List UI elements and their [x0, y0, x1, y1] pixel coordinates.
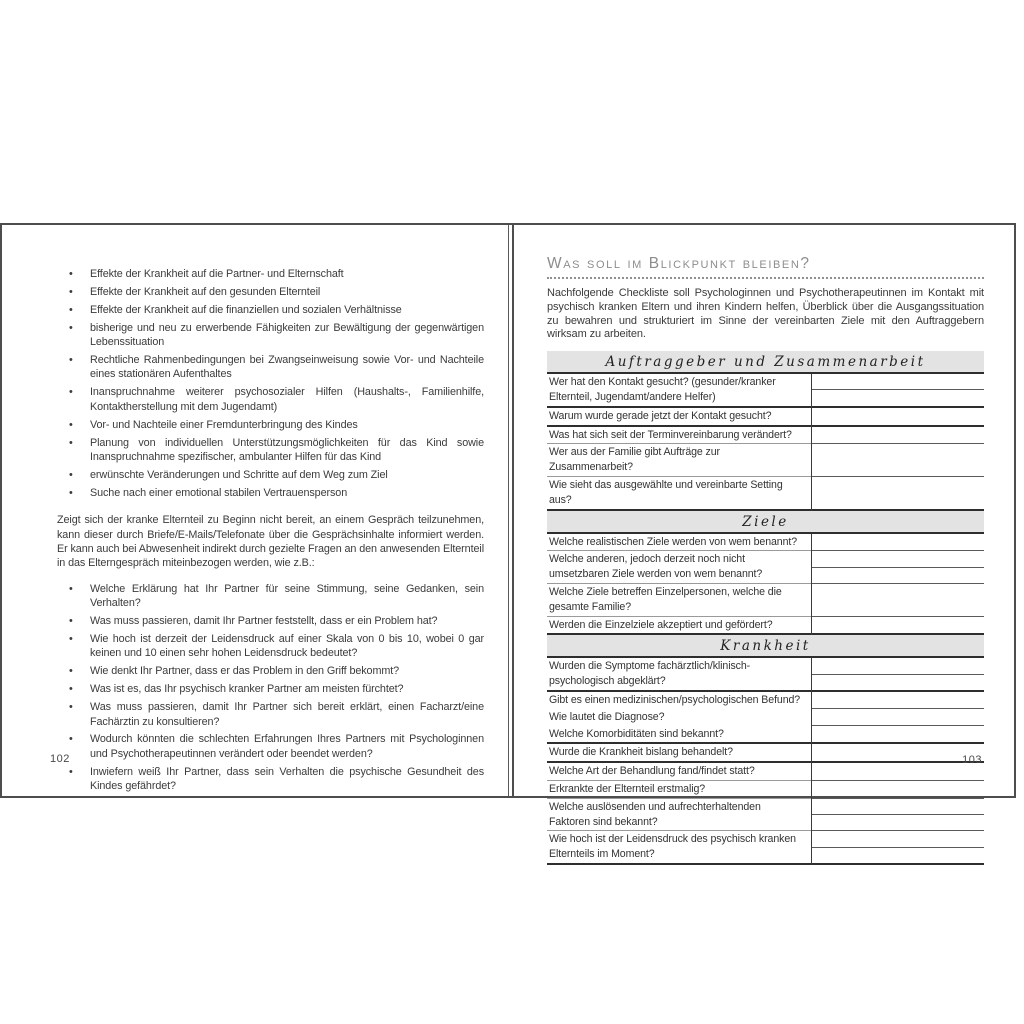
page-number-right: 103: [962, 754, 982, 766]
list-item: • Vor- und Nachteile einer Fremdunterbringung des Kindes: [90, 418, 484, 432]
checklist-table: [547, 351, 984, 865]
table-section-header: Auftraggeber und Zusammenarbeit: [547, 351, 984, 374]
question-cell: Wie hoch ist der Leidensdruck des psychisch kranken Elternteils im Moment?: [547, 831, 811, 865]
list-item: • Effekte der Krankheit auf die finanziellen und sozialen Verhältnisse: [90, 303, 484, 317]
answer-cell: [811, 584, 984, 617]
answer-cell: [811, 799, 984, 832]
page-right: [512, 225, 1014, 861]
question-cell: Wie lautet die Diagnose?: [549, 710, 665, 723]
list-item: • Rechtliche Rahmenbedingungen bei Zwangseinweisung sowie Vor- und Nachteile eines stationären Aufenthaltes: [90, 353, 484, 382]
table-row: [547, 763, 984, 781]
table-row: [547, 781, 984, 799]
list-item: • Effekte der Krankheit auf den gesunden Elternteil: [90, 285, 484, 299]
answer-cell: [811, 692, 984, 709]
question-cell: Gibt es einen medizinischen/psychologischen Befund?: [549, 693, 801, 706]
question-cell: Welche Art der Behandlung fand/findet statt?: [547, 763, 811, 781]
list-item: • Planung von individuellen Unterstützungsmöglichkeiten für das Kind sowie Inanspruchnahme spezifischer, ambulanter Hilfen für das Kind: [90, 436, 484, 465]
section-title: Was soll im Blickpunkt bleiben?: [547, 255, 811, 272]
answer-cell: [811, 763, 984, 781]
list-item: • Inanspruchnahme weiterer psychosozialer Hilfen (Haushalts-, Familienhilfe, Kontaktherstellung mit dem Jugendamt): [90, 385, 484, 414]
table-row: [547, 374, 984, 408]
question-cell: Welche anderen, jedoch derzeit noch nicht umsetzbaren Ziele werden von wem benannt?: [547, 551, 811, 584]
list-item: • Effekte der Krankheit auf die Partner- und Elternschaft: [90, 267, 484, 281]
answer-cell: [811, 831, 984, 865]
question-cell: Welche auslösenden und aufrechterhaltenden Faktoren sind bekannt?: [547, 799, 811, 832]
answer-cell: [811, 444, 984, 477]
answer-cell: [811, 617, 984, 636]
list-item: • Wodurch könnten die schlechten Erfahrungen Ihres Partners mit Psychologinnen und Psychotherapeutinnen verändert oder beendet werden?: [90, 732, 484, 761]
answer-cell: [811, 781, 984, 799]
list-item: • bisherige und neu zu erwerbende Fähigkeiten zur Bewältigung der gegenwärtigen Lebenssituation: [90, 321, 484, 350]
answer-cell: [811, 709, 984, 726]
table-row: [547, 534, 984, 552]
question-cell: Wurden die Symptome fachärztlich/klinisch-psychologisch abgeklärt?: [547, 658, 811, 692]
table-row: [547, 658, 984, 692]
answer-cell: [811, 726, 984, 745]
list-item: • erwünschte Veränderungen und Schritte auf dem Weg zum Ziel: [90, 468, 484, 482]
intro-paragraph: Nachfolgende Checkliste soll Psychologinnen und Psychotherapeutinnen im Kontakt mit psychisch kranken Eltern und ihren Kindern helfen, Überblick über die Ausgangssituation zu bewahren und strukturiert im Sinne der vereinbarten Ziele mit den Auftraggebern wirksam zu arbeiten.: [547, 287, 984, 341]
table-section-header: Ziele: [547, 511, 984, 534]
answer-cell: [811, 408, 984, 427]
question-cell: Wurde die Krankheit bislang behandelt?: [547, 744, 811, 763]
answer-cell: [811, 534, 984, 552]
list-item: • Suche nach einer emotional stabilen Vertrauensperson: [90, 486, 484, 500]
page-left: [2, 225, 509, 796]
dotted-divider: [547, 277, 984, 279]
question-cell: Wie sieht das ausgewählte und vereinbarte Setting aus?: [547, 477, 811, 511]
answer-cell: [811, 551, 984, 584]
question-cell: Wer aus der Familie gibt Aufträge zur Zusammenarbeit?: [547, 444, 811, 477]
question-cell: Welche realistischen Ziele werden von wem benannt?: [547, 534, 811, 552]
table-row: [547, 744, 984, 763]
list-item: • Welche Erklärung hat Ihr Partner für seine Stimmung, seine Gedanken, sein Verhalten?: [90, 582, 484, 611]
table-row: [547, 584, 984, 617]
bullet-list-topics: [57, 267, 484, 500]
list-item: • Wie denkt Ihr Partner, dass er das Problem in den Griff bekommt?: [90, 664, 484, 678]
page-number-left: 102: [50, 752, 70, 765]
list-item: • Wie hoch ist derzeit der Leidensdruck auf einer Skala von 0 bis 10, wobei 0 gar keinen und 10 einen sehr hohen Leidensdruck bedeutet?: [90, 632, 484, 661]
list-item: • Was ist es, das Ihr psychisch kranker Partner am meisten fürchtet?: [90, 682, 484, 696]
list-item: • Was muss passieren, damit Ihr Partner feststellt, dass er ein Problem hat?: [90, 614, 484, 628]
table-row: [547, 427, 984, 445]
table-row: [547, 692, 984, 709]
answer-cell: [811, 374, 984, 408]
answer-cell: [811, 477, 984, 511]
book-spread-frame: [0, 223, 1016, 861]
answer-cell: [811, 427, 984, 445]
table-row: [547, 799, 984, 832]
question-cell: Was hat sich seit der Terminvereinbarung verändert?: [547, 427, 811, 445]
table-row: [547, 551, 984, 584]
table-section-header: Krankheit: [547, 635, 984, 658]
table-row: [547, 709, 984, 726]
table-row: [547, 444, 984, 477]
answer-cell: [811, 744, 984, 763]
answer-cell: [811, 658, 984, 692]
table-row: [547, 477, 984, 511]
question-cell: Wer hat den Kontakt gesucht? (gesunder/kranker Elternteil, Jugendamt/andere Helfer): [547, 374, 811, 408]
table-row: [547, 726, 984, 745]
body-paragraph: Zeigt sich der kranke Elternteil zu Beginn nicht bereit, an einem Gespräch teilzunehmen, kann dieser durch Briefe/E-Mails/Telefonate über die Gesprächsinhalte informiert werden. Er kann auch bei Abwesenheit indirekt durch gezielte Fragen an den anwesenden Elternteil in das Elterngespräch miteinbezogen werden, wie z.B.:: [57, 514, 484, 570]
question-cell: Werden die Einzelziele akzeptiert und gefördert?: [547, 617, 811, 636]
list-item: • Inwiefern weiß Ihr Partner, dass sein Verhalten die psychische Gesundheit des Kindes gefährdet?: [90, 765, 484, 794]
bullet-list-questions: [57, 582, 484, 794]
table-row: [547, 408, 984, 427]
question-cell: Welche Komorbiditäten sind bekannt?: [547, 726, 811, 745]
question-cell: Erkrankte der Elternteil erstmalig?: [547, 781, 811, 799]
question-cell: Warum wurde gerade jetzt der Kontakt gesucht?: [547, 408, 811, 427]
table-row: [547, 831, 984, 865]
list-item: • Was muss passieren, damit Ihr Partner sich bereit erklärt, einen Facharzt/eine Fachärztin zu konsultieren?: [90, 700, 484, 729]
question-cell: Welche Ziele betreffen Einzelpersonen, welche die gesamte Familie?: [547, 584, 811, 617]
table-row: [547, 617, 984, 636]
